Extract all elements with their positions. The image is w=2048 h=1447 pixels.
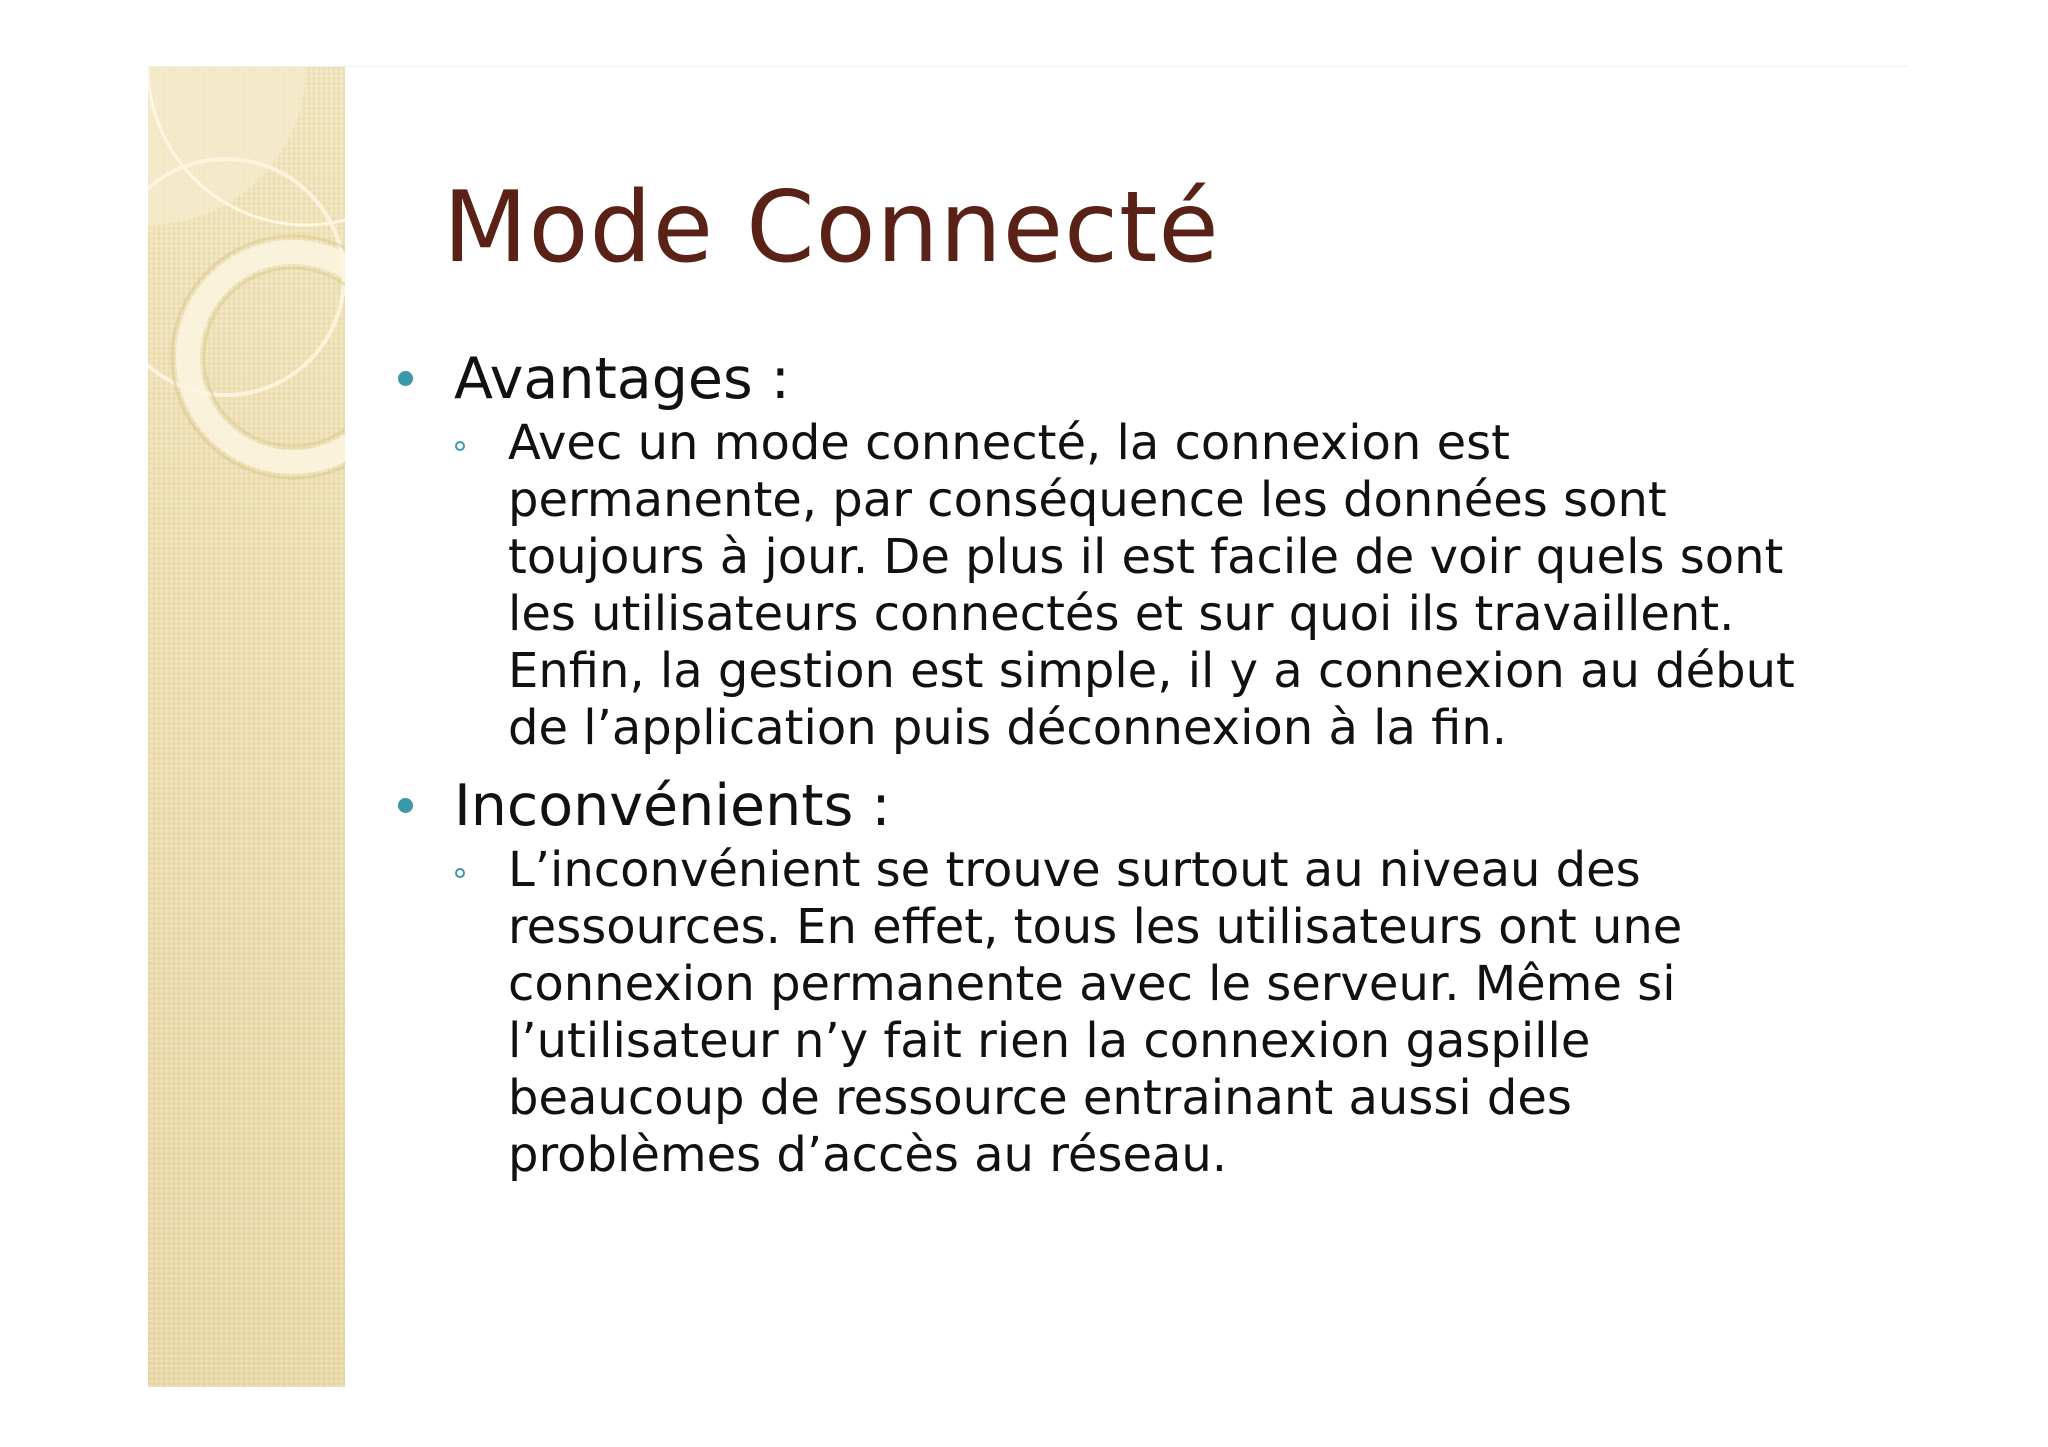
body-line: problèmes d’accès au réseau. xyxy=(508,1127,1228,1183)
section-heading-avantages xyxy=(398,345,1718,413)
section-heading-inconvenients xyxy=(398,772,1718,840)
body-line: l’utilisateur n’y fait rien la connexion gaspille xyxy=(508,1013,1591,1069)
section-heading-text: Inconvénients : xyxy=(454,773,891,839)
body-line: ressources. En effet, tous les utilisateurs ont une xyxy=(508,899,1683,955)
body-line: Avec un mode connecté, la connexion est xyxy=(508,415,1510,471)
bullet-dot-icon xyxy=(398,371,413,386)
body-line: L’inconvénient se trouve surtout au niveau des xyxy=(508,842,1641,898)
body-line: beaucoup de ressource entrainant aussi des xyxy=(508,1070,1572,1126)
bullet-dot-icon xyxy=(398,798,413,813)
decorative-sidebar xyxy=(148,67,345,1387)
section-heading-text: Avantages : xyxy=(454,346,790,412)
body-line: connexion permanente avec le serveur. Même si xyxy=(508,956,1676,1012)
section-body-avantages xyxy=(398,415,1795,757)
body-line: Enfin, la gestion est simple, il y a connexion au début xyxy=(508,643,1795,699)
slide-content xyxy=(398,345,1795,1184)
body-line: toujours à jour. De plus il est facile de voir quels sont xyxy=(508,529,1784,585)
slide-title: Mode Connecté xyxy=(443,171,1220,285)
sub-bullet-ring-icon xyxy=(455,441,465,451)
section-body-inconvenients xyxy=(398,842,1683,1184)
slide xyxy=(148,66,1908,1387)
section-spacer xyxy=(398,757,1718,772)
body-line: de l’application puis déconnexion à la fin. xyxy=(508,700,1508,756)
body-line: les utilisateurs connectés et sur quoi ils travaillent. xyxy=(508,586,1735,642)
decorative-circles-graphic xyxy=(148,67,345,1387)
body-line: permanente, par conséquence les données sont xyxy=(508,472,1667,528)
sub-bullet-ring-icon xyxy=(455,868,465,878)
